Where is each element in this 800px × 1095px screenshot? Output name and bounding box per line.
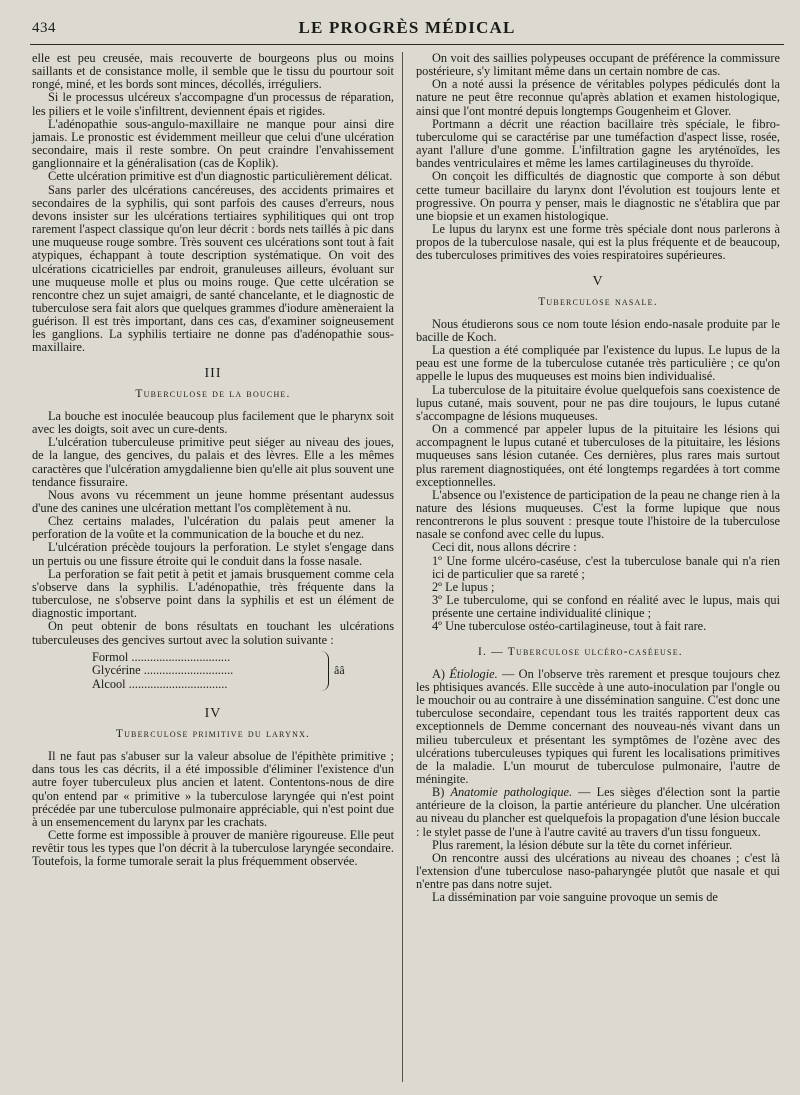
paragraph: On a noté aussi la présence de véritables polypes pédiculés dont la nature ne peut être reconnue qu'après ablation et examen histologique, ainsi que l'ont montré depuis longtemps Gougenheim et Glover. <box>416 77 780 118</box>
formula-block <box>92 651 352 695</box>
paragraph: La bouche est inoculée beaucoup plus facilement que le pharynx soit avec les doigts, soit avec un cure-dents. <box>32 408 394 437</box>
formula-ingredient: Formol ................................ <box>92 649 231 664</box>
paragraph: Il ne faut pas s'abuser sur la valeur absolue de l'épithète primitive ; dans tous les cas décrits, il a été impossible d'éliminer l'existence d'un autre foyer tuberculeux plus ancien et latent. Contentons-nous de dire qu'on entend par « primitive » la tuberculose laryngée qui n'est point précédée par une tuberculose pulmonaire appréciable, qui n'est point due à un ensemencement du larynx par les crachats. <box>32 749 394 829</box>
paragraph: On conçoit les difficultés de diagnostic que comporte à son début cette tumeur bacillaire du larynx dont l'évolution est toujours lente et progressive. On pourra y penser, mais le diagnostic ne s'établira que par une biopsie et un examen histologique. <box>416 169 780 223</box>
paragraph-etiologie <box>416 668 780 786</box>
paragraph: Ceci dit, nous allons décrire : <box>432 540 577 555</box>
paragraph: Le lupus du larynx est une forme très spéciale dont nous parlerons à propos de la tuberculose nasale, qui est la plus fréquente et de beaucoup, des tuberculoses primitives des voies respiratoires supérieures. <box>416 222 780 263</box>
paragraph: Si le processus ulcéreux s'accompagne d'un processus de réparation, les piliers et le voile s'infiltrent, deviennent épais et rigides. <box>32 90 394 118</box>
page-number: 434 <box>32 20 56 36</box>
paragraph: Cette ulcération primitive est d'un diagnostic particulièrement délicat. <box>48 169 393 184</box>
paragraph: L'adénopathie sous-angulo-maxillaire ne manque pour ainsi dire jamais. Le pronostic est évidemment meilleur que celui d'une ulcération secondaire, mais il reste sombre. On peut craindre l'envahissement ganglionnaire et la généralisation (cas de Koplik). <box>32 116 394 171</box>
paragraph: L'ulcération tuberculeuse primitive peut siéger au niveau des joues, de la langue, des gencives, du palais et des lèvres. Elle a les mêmes caractères que l'ulcération amygdalienne bien qu'elle ait plus souvent une tendance fissuraire. <box>32 435 394 489</box>
item-label: B) <box>432 785 445 800</box>
journal-title: LE PROGRÈS MÉDICAL <box>298 18 516 37</box>
paragraph: Cette forme est impossible à prouver de manière rigoureuse. Elle peut revêtir tous les types que l'on décrit à la tuberculose laryngée secondaire. Toutefois, la forme tumorale serait la plus fréquemment observée. <box>32 827 394 869</box>
section-numeral: IV <box>204 705 222 721</box>
item-text: — On l'observe très rarement et presque toujours chez les phtisiques avancés. Elle succède à une auto-inoculation par l'ongle ou le mouchoir ou au contraire à une dissémination sanguine. C'est donc une tuberculose secondaire, cependant tous les traités rapportent deux cas exceptionnels de Demme concernant des nouveau-nés vivant dans un milieu tuberculeux et présentant les symptômes de l'ozène avec des ulcérations tuberculeuses typiques qui furent les localisations primitives de la maladie. L'un mourut de tuberculose pulmonaire, l'autre de méningite. <box>416 666 780 786</box>
column-divider <box>402 52 403 1082</box>
subsection-heading: I. — Tuberculose ulcéro-caséeuse. <box>478 645 683 658</box>
paragraph: elle est peu creusée, mais recouverte de bourgeons plus ou moins saillants et de consistance molle, il semble que le tissu du pourtour soit rongé, miné, et les bords sont minces, décollés, irréguliers. <box>32 51 394 92</box>
paragraph: Sans parler des ulcérations cancéreuses, des accidents primaires et secondaires de la syphilis, qui sont parfois des causes d'erreurs, nous devons insister sur les ulcérations tertiaires syphilitiques qui ont trop rarement l'aspect classique qu'on leur décrit : bords nets taillés à pic dans une muqueuse rouge sombre. Très souvent ces ulcérations sont tout à fait atypiques, échappant à toute description systématique. On voit des ulcérations cicatricielles par endroit, granuleuses ailleurs, évoluant sur une muqueuse molle et plus ou moins rouge. Que cette ulcération se rencontre chez un sujet amaigri, de santé chancelante, et le diagnostic de tuberculose sera fait alors que quelques grammes d'iodure amèneraient la guérison. Il est très important, dans ces cas, d'examiner soigneusement les ganglions. La syphilis tertiaire ne donne pas d'adénopathie sous-maxillaire. <box>32 182 394 355</box>
item-title: Anatomie pathologique. <box>450 785 573 800</box>
paragraph: Chez certains malades, l'ulcération du palais peut amener la perforation de la voûte et la communication de la bouche et du nez. <box>32 514 394 542</box>
paragraph: Plus rarement, la lésion débute sur la tête du cornet inférieur. <box>432 837 733 852</box>
section-heading: Tuberculose de la bouche. <box>135 387 291 400</box>
paragraph: La perforation se fait petit à petit et jamais brusquement comme cela s'observe dans la syphilis. L'adénopathie, très fréquente dans la tuberculose, ne s'observe point dans la syphilis et est un élément de diagnostic important. <box>32 566 394 621</box>
right-column <box>416 52 780 905</box>
list-item: 4º Une tuberculose ostéo-cartilagineuse, tout à fait rare. <box>432 619 707 634</box>
paragraph: Portmann a décrit une réaction bacillaire très spéciale, le fibro-tuberculome qui se caractérise par une tuméfaction d'aspect lisse, rosée, ayant l'allure d'une gomme. L'infiltration gagne les aryténoïdes, les bandes ventriculaires et même les lames cartilagineuses du thyroïde. <box>416 116 780 171</box>
left-column <box>32 52 394 868</box>
formula-quantity: ââ <box>334 662 345 677</box>
paragraph: On voit des saillies polypeuses occupant de préférence la commissure postérieure, s'y limitant même dans un certain nombre de cas. <box>416 51 780 79</box>
section-numeral: V <box>592 273 604 289</box>
formula-ingredient: Alcool ................................ <box>92 676 228 691</box>
item-label: A) <box>432 666 446 681</box>
formula-ingredient: Glycérine ............................. <box>92 663 234 678</box>
section-heading: Tuberculose primitive du larynx. <box>115 727 311 740</box>
paragraph: On a commencé par appeler lupus de la pituitaire les lésions qui accompagnent le lupus cutané et tuberculoses de la pituitaire, les lésions muqueuses sans lésion cutanée. Ces dernières, plus rares mais surtout plus rarement diagnostiquées, ont été longtemps regardées à tort comme exceptionnelles. <box>416 422 780 489</box>
section-heading: Tuberculose nasale. <box>538 295 658 308</box>
item-title: Étiologie. <box>449 666 498 681</box>
paragraph: L'ulcération précède toujours la perforation. Le stylet s'engage dans un pertuis ou une fissure étroite qui le conduit dans la fosse nasale. <box>32 540 394 568</box>
paragraph: Nous étudierons sous ce nom toute lésion endo-nasale produite par le bacille de Koch. <box>416 316 780 344</box>
paragraph: On rencontre aussi des ulcérations au niveau des choanes ; c'est là l'extension d'une tuberculose naso-paharyngée plutôt que nasale et qui n'entre pas dans notre sujet. <box>416 850 780 892</box>
section-numeral: III <box>204 365 222 381</box>
page-header <box>30 14 784 45</box>
paragraph: La tuberculose de la pituitaire évolue quelquefois sans coexistence de lupus cutané, mais souvent, pour ne pas dire toujours, le lupus cutané s'accompagne de lésions muqueuses. <box>416 382 780 423</box>
paragraph-anatomie <box>416 786 780 839</box>
formula-brace <box>320 651 329 691</box>
paragraph: Nous avons vu récemment un jeune homme présentant audessus d'une des canines une ulcération mettant l'os complètement à nu. <box>32 487 394 515</box>
paragraph: L'absence ou l'existence de participation de la peau ne change rien à la nature des lésions muqueuses. C'est la forme lupique que nous rencontrerons le plus souvent : presque toute l'histoire de la tuberculose nasale se confond avec celle du lupus. <box>416 487 780 542</box>
item-text: — Les sièges d'élection sont la partie antérieure de la cloison, la partie antérieure du plancher. Une ulcération au niveau du plancher est quelquefois la propagation d'une lésion buccale : le stylet passe de l'une à l'autre cavité au travers d'un tissu fongueux. <box>416 785 781 839</box>
paragraph: La dissémination par voie sanguine provoque un semis de <box>432 890 718 905</box>
paragraph: On peut obtenir de bons résultats en touchant les ulcérations tuberculeuses des gencives surtout avec la solution suivante : <box>32 619 394 647</box>
list-item: 2º Le lupus ; <box>432 579 495 594</box>
list-item: 3º Le tuberculome, qui se confond en réalité avec le lupus, mais qui présente une certaine individualité clinique ; <box>432 593 780 621</box>
list-item: 1º Une forme ulcéro-caséuse, c'est la tuberculose banale qui n'a rien ici de particulier que sa rareté ; <box>432 553 780 581</box>
paragraph: La question a été compliquée par l'existence du lupus. Le lupus de la peau est une forme de la tuberculose cutanée très particulière ; ce qu'on appelle le lupus des muqueuses est moins bien individualisé. <box>416 343 780 384</box>
